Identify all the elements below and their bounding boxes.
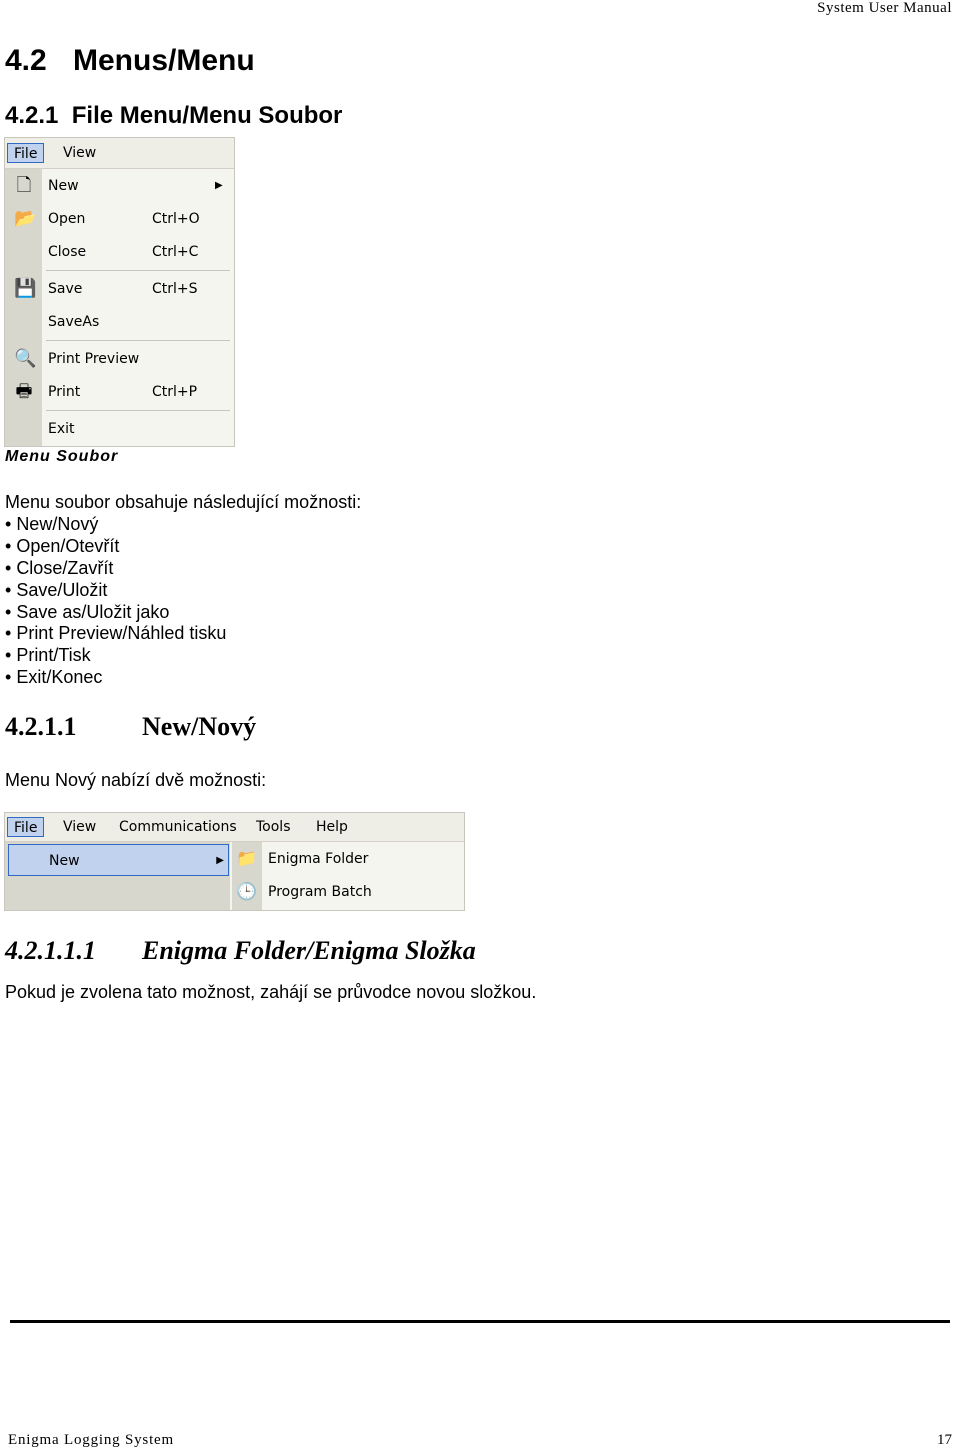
footer-divider <box>10 1320 950 1323</box>
menu-item-new-highlighted[interactable] <box>8 844 229 876</box>
submenu-arrow-icon: ▶ <box>215 180 223 191</box>
clock-icon: 🕒 <box>236 882 258 902</box>
list-item: • Save/Uložit <box>5 580 226 602</box>
submenu-item-enigma-folder[interactable] <box>232 843 464 875</box>
menubar-communications[interactable]: Communications <box>119 819 237 835</box>
section-number: 4.2 <box>5 44 47 77</box>
figure-caption: Menu Soubor <box>5 448 119 465</box>
menu-item-label: Open <box>48 211 86 227</box>
subsubsubsection-title: Enigma Folder/Enigma Složka <box>142 936 476 965</box>
menu-item-saveas[interactable] <box>5 307 234 337</box>
section-title: Menus/Menu <box>73 44 255 77</box>
menubar-file[interactable]: File <box>7 817 44 837</box>
print-preview-icon: 🔍 <box>14 348 37 369</box>
menubar <box>5 813 464 842</box>
menu-item-label: New <box>49 853 80 869</box>
save-disk-icon: 💾 <box>14 278 37 299</box>
menu-separator <box>46 340 230 341</box>
menu-item-print[interactable] <box>5 377 234 407</box>
list-item: • Exit/Konec <box>5 667 226 689</box>
menu-item-label: Close <box>48 244 87 260</box>
menu-item-print-preview[interactable] <box>5 344 234 374</box>
menu-item-label: Save <box>48 281 83 297</box>
file-dropdown <box>5 842 230 910</box>
menu-item-close[interactable] <box>5 237 234 267</box>
menu-item-save[interactable] <box>5 274 234 304</box>
subsubsection-heading <box>5 712 256 742</box>
list-item: • New/Nový <box>5 514 226 536</box>
menu-item-shortcut: Ctrl+C <box>152 244 199 260</box>
menu-item-label: Exit <box>48 421 75 437</box>
subsection-title: File Menu/Menu Soubor <box>71 102 343 129</box>
menu-item-shortcut: Ctrl+P <box>152 384 198 400</box>
new-submenu <box>232 842 464 910</box>
menu-item-shortcut: Ctrl+S <box>152 281 198 297</box>
subsection-heading <box>5 102 342 130</box>
menu-item-shortcut: Ctrl+O <box>152 211 200 227</box>
subsection-number: 4.2.1 <box>5 102 59 129</box>
menubar-tools[interactable]: Tools <box>256 819 291 835</box>
new-intro-text: Menu Nový nabízí dvě možnosti: <box>5 770 267 790</box>
list-item: • Print/Tisk <box>5 645 226 667</box>
list-item: • Close/Zavřít <box>5 558 226 580</box>
list-item: • Save as/Uložit jako <box>5 602 226 624</box>
folder-icon: 📁 <box>236 849 258 869</box>
printer-icon: 🖶 <box>15 381 33 402</box>
menubar-view[interactable]: View <box>63 819 97 835</box>
menubar-help[interactable]: Help <box>316 819 348 835</box>
menu-item-exit[interactable] <box>5 414 234 444</box>
intro-text: Menu soubor obsahuje následující možnosti: <box>5 492 362 512</box>
new-menu-screenshot <box>4 812 465 911</box>
subsubsubsection-heading <box>5 936 476 966</box>
submenu-item-label: Enigma Folder <box>268 851 369 867</box>
menu-item-label: Print Preview <box>48 351 140 367</box>
running-header: System User Manual <box>817 0 952 16</box>
menu-separator <box>46 410 230 411</box>
body-paragraph: Pokud je zvolena tato možnost, zahájí se průvodce novou složkou. <box>5 982 537 1002</box>
submenu-item-program-batch[interactable] <box>232 876 464 908</box>
list-item: • Open/Otevřít <box>5 536 226 558</box>
submenu-item-label: Program Batch <box>268 884 372 900</box>
menu-item-label: Print <box>48 384 81 400</box>
options-list <box>5 514 226 689</box>
subsubsection-title: New/Nový <box>142 712 257 741</box>
menu-item-label: SaveAs <box>48 314 100 330</box>
menubar <box>5 138 234 169</box>
footer-title: Enigma Logging System <box>8 1432 174 1448</box>
menubar-view[interactable]: View <box>63 145 97 161</box>
subsubsubsection-number: 4.2.1.1.1 <box>5 936 96 965</box>
submenu-arrow-icon: ▶ <box>216 855 224 866</box>
menu-item-label: New <box>48 178 79 194</box>
section-heading <box>5 44 255 78</box>
new-document-icon: 🗋 <box>16 175 32 196</box>
menu-item-new[interactable] <box>5 171 234 201</box>
subsubsection-number: 4.2.1.1 <box>5 712 77 741</box>
open-folder-icon: 📂 <box>14 208 37 229</box>
menu-item-open[interactable] <box>5 204 234 234</box>
page-number: 17 <box>937 1432 952 1448</box>
list-item: • Print Preview/Náhled tisku <box>5 623 226 645</box>
menu-separator <box>46 270 230 271</box>
menubar-file[interactable]: File <box>7 143 44 163</box>
file-menu-screenshot <box>4 137 235 447</box>
